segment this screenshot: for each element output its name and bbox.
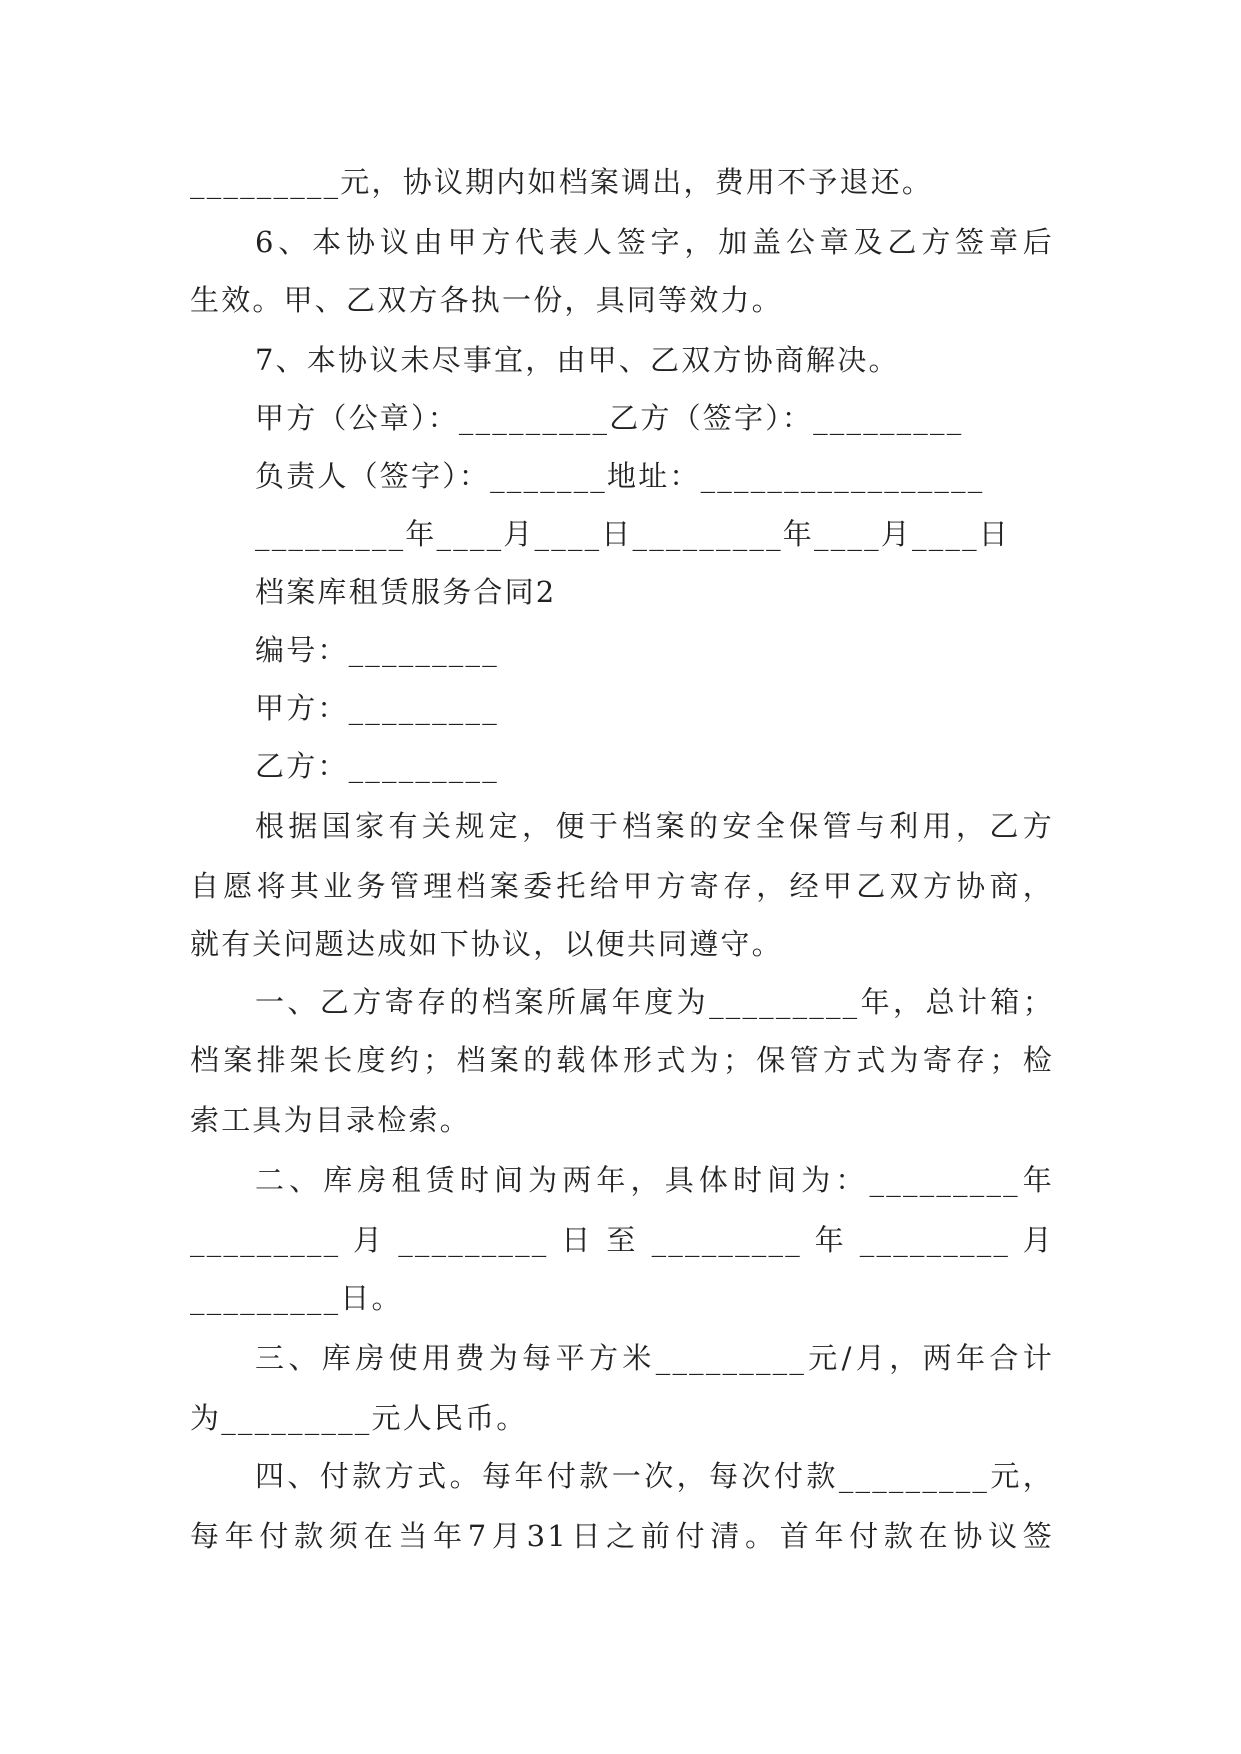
text-line: 档案库租赁服务合同2: [255, 575, 557, 609]
text-line: 索工具为目录检索。: [190, 1103, 471, 1137]
text-line: 一、乙方寄存的档案所属年度为_________年，总计箱；: [255, 985, 1054, 1019]
text-line: 自愿将其业务管理档案委托给甲方寄存，经甲乙双方协商，: [190, 869, 1054, 903]
text-line: 甲方（公章）：_________乙方（签字）：_________: [255, 401, 964, 435]
text-line: 负责人（签字）：_______地址：_________________: [255, 459, 985, 493]
text-line: 乙方：_________: [255, 749, 499, 783]
text-line: 6、本协议由甲方代表人签字，加盖公章及乙方签章后: [255, 225, 1054, 259]
text-line: 每年付款须在当年7月31日之前付清。首年付款在协议签: [190, 1519, 1054, 1553]
text-line: _________年____月____日_________年____月____日: [255, 517, 1011, 551]
text-line: 生效。甲、乙双方各执一份，具同等效力。: [190, 283, 783, 317]
text-line: 甲方：_________: [255, 691, 499, 725]
text-line: 四、付款方式。每年付款一次，每次付款_________元，: [255, 1459, 1054, 1493]
text-line: 为_________元人民币。: [190, 1401, 528, 1435]
text-line: 三、库房使用费为每平方米_________元/月，两年合计: [255, 1341, 1054, 1375]
text-line: 7、本协议未尽事宜，由甲、乙双方协商解决。: [255, 343, 900, 377]
text-line: 档案排架长度约；档案的载体形式为；保管方式为寄存；检: [190, 1043, 1054, 1077]
text-line: 编号：_________: [255, 633, 499, 667]
text-line: 就有关问题达成如下协议，以便共同遵守。: [190, 927, 783, 961]
text-line: _________日。: [190, 1281, 403, 1315]
text-line: 二、库房租赁时间为两年，具体时间为：_________年: [255, 1163, 1054, 1197]
text-line: _________元，协议期内如档案调出，费用不予退还。: [190, 165, 934, 199]
text-line: _________ 月 _________ 日 至 _________ 年 _________ 月: [190, 1223, 1054, 1257]
text-line: 根据国家有关规定，便于档案的安全保管与利用，乙方: [255, 809, 1054, 843]
